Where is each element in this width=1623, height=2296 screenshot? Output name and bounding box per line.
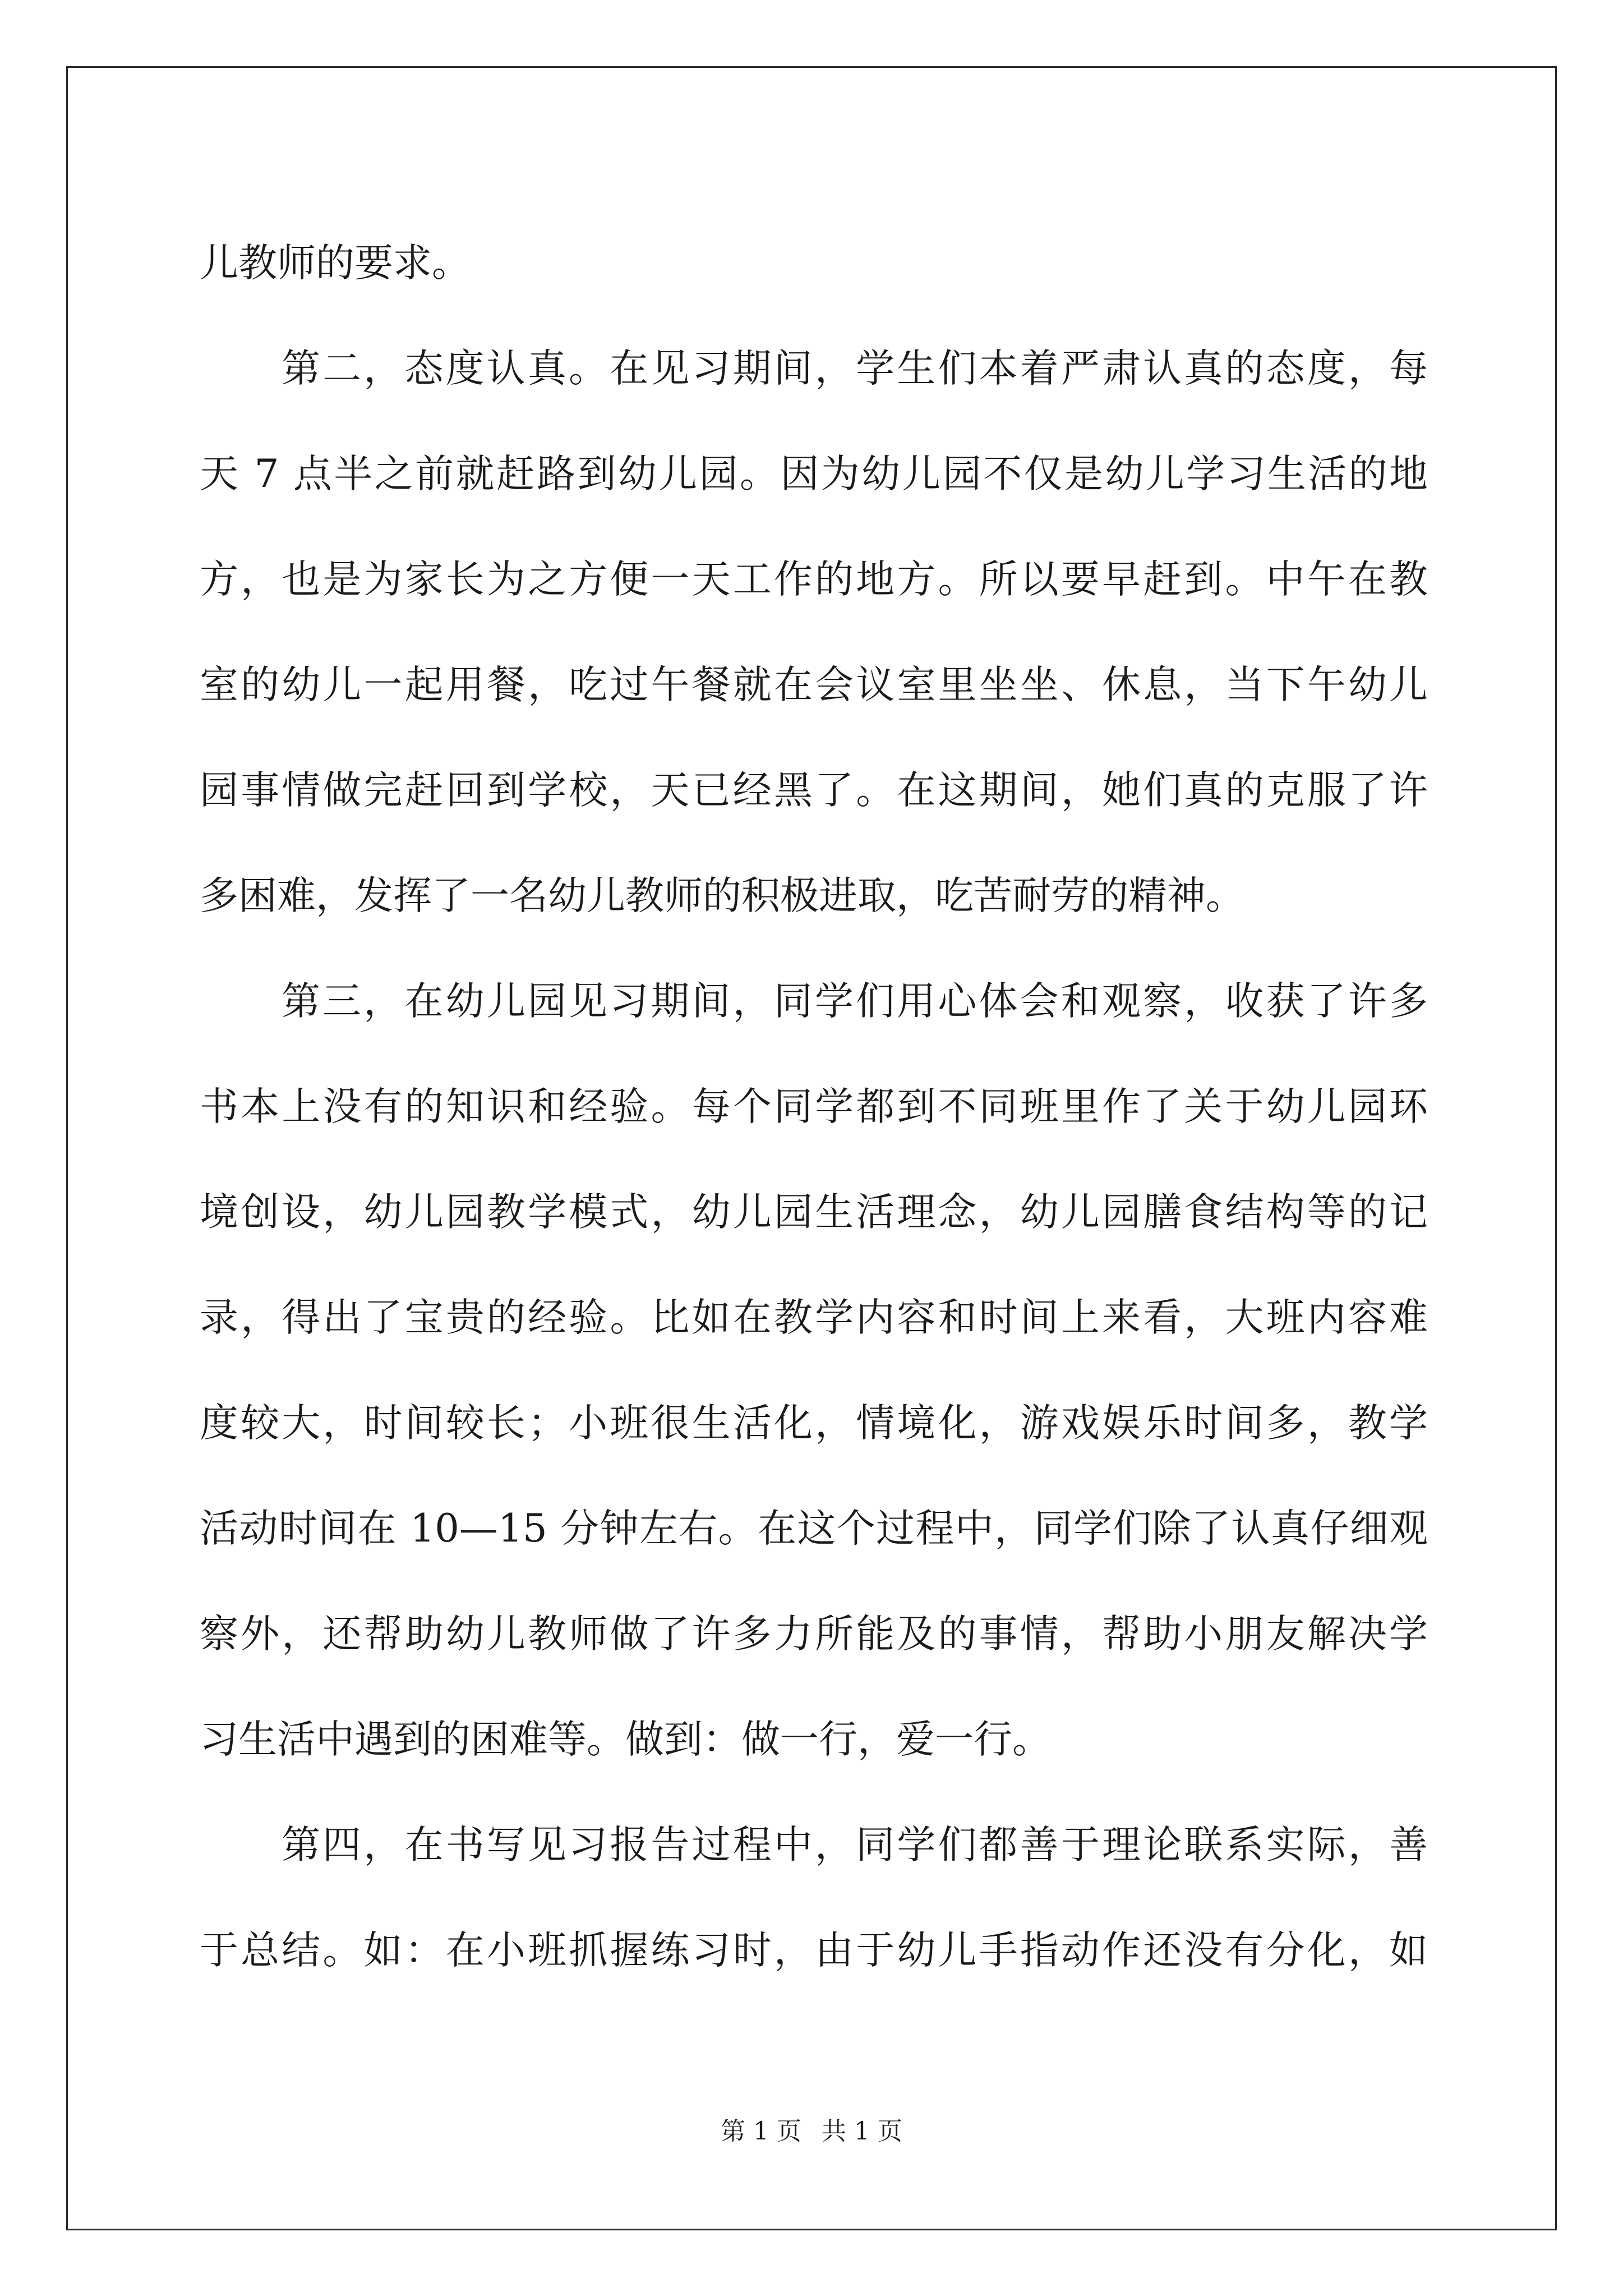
text-line: 第二，态度认真。在见习期间，学生们本着严肃认真的态度，每 — [282, 346, 1428, 391]
page-number: 第 1 页 — [721, 2117, 801, 2146]
text-line: 察外，还帮助幼儿教师做了许多力所能及的事情，帮助小朋友解决学 — [200, 1612, 1428, 1657]
text-line: 第四，在书写见习报告过程中，同学们都善于理论联系实际，善 — [282, 1823, 1428, 1867]
document-body — [200, 210, 1428, 2003]
text-line: 方，也是为家长为之方便一天工作的地方。所以要早赶到。中午在教 — [200, 557, 1428, 602]
text-line: 录，得出了宝贵的经验。比如在教学内容和时间上来看，大班内容难 — [200, 1295, 1428, 1340]
text-line: 第三，在幼儿园见习期间，同学们用心体会和观察，收获了许多 — [282, 979, 1428, 1024]
text-line: 度较大，时间较长；小班很生活化，情境化，游戏娱乐时间多，教学 — [200, 1401, 1428, 1446]
text-line: 园事情做完赶回到学校，天已经黑了。在这期间，她们真的克服了许 — [200, 768, 1428, 813]
text-line: 多困难，发挥了一名幼儿教师的积极进取，吃苦耐劳的精神。 — [200, 873, 1244, 918]
text-line: 天 7 点半之前就赶路到幼儿园。因为幼儿园不仅是幼儿学习生活的地 — [200, 452, 1428, 496]
text-line: 书本上没有的知识和经验。每个同学都到不同班里作了关于幼儿园环 — [200, 1084, 1428, 1129]
page-total: 共 1 页 — [822, 2117, 902, 2146]
text-line: 儿教师的要求。 — [200, 241, 471, 286]
text-line: 习生活中遇到的困难等。做到：做一行，爱一行。 — [200, 1717, 1051, 1762]
text-line: 活动时间在 10—15 分钟左右。在这个过程中，同学们除了认真仔细观 — [200, 1506, 1428, 1551]
page-footer — [0, 2115, 1623, 2148]
text-line: 于总结。如：在小班抓握练习时，由于幼儿手指动作还没有分化，如 — [200, 1928, 1428, 1973]
text-line: 境创设，幼儿园教学模式，幼儿园生活理念，幼儿园膳食结构等的记 — [200, 1190, 1428, 1235]
text-line: 室的幼儿一起用餐，吃过午餐就在会议室里坐坐、休息，当下午幼儿 — [200, 662, 1428, 707]
